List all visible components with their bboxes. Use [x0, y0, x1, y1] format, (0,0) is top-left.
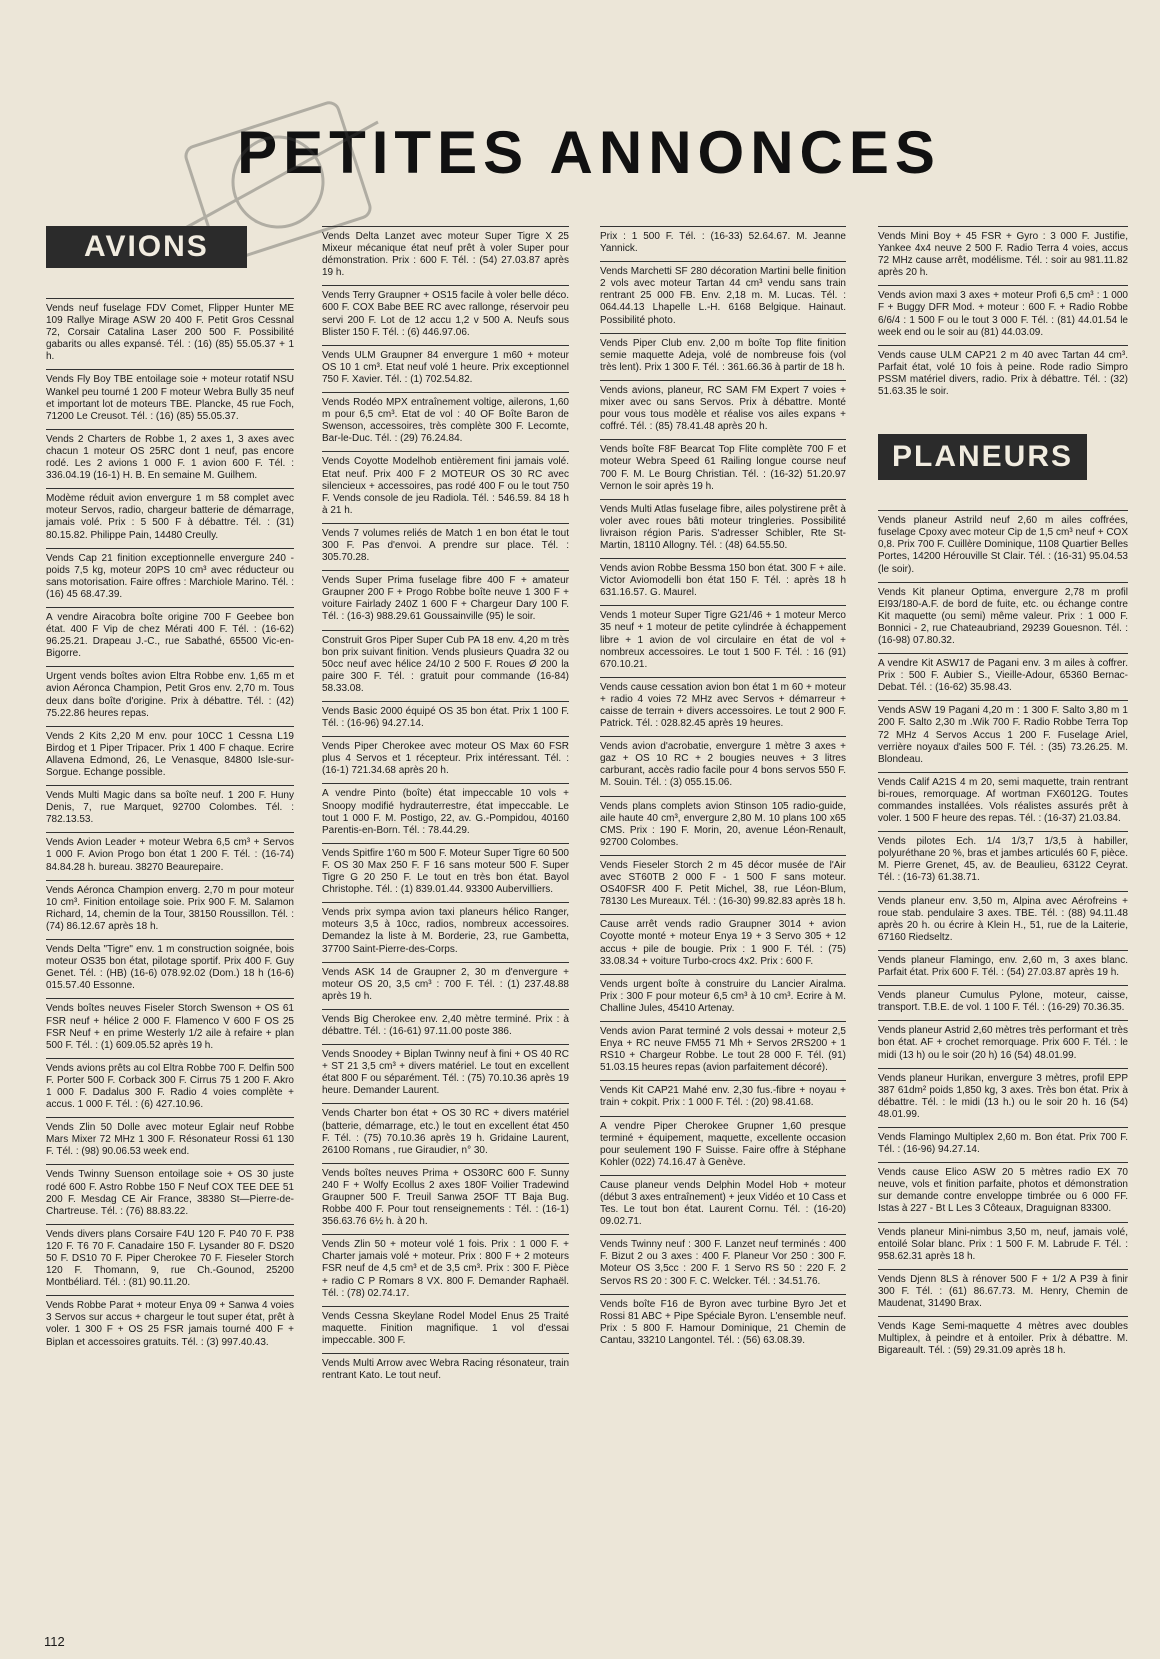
ad-list [600, 226, 846, 1353]
classified-ad: Prix : 1 500 F. Tél. : (16-33) 52.64.67. M. Jeanne Yannick. [600, 226, 846, 261]
classified-ad: Vends divers plans Corsaire F4U 120 F. P40 70 F. P38 120 F. T6 70 F. Canadaire 150 F. Lysander 80 F. DS20 50 F. DS10 70 F. Piper Cherokee 70 F. Fieseler Storch 120 F. Thomann, 9, rue Ch.-Gounod, 25200 Montbéliard. Tél. : (81) 90.11.20. [46, 1224, 294, 1295]
classified-ad: Vends Marchetti SF 280 décoration Martini belle finition 2 vols avec moteur Tartan 44 cm³ vendu sans train rentrant 25 000 FB. Env. 2,18 m. M. Lucas. Tél. : 064.44.13 Lhapelle L.-H. 6168 Belgique. Hainaut. Possibilité photo. [600, 261, 846, 332]
classified-ad: Vends 1 moteur Super Tigre G21/46 + 1 moteur Merco 35 neuf + 1 moteur de petite cylindrée à échappement libre + 1 avion de vol circulaire en état de vol + nombreux accessoires. Le tout 1 500 F. Tél. : 16 (91) 670.10.21. [600, 605, 846, 676]
classified-ad: Vends Mini Boy + 45 FSR + Gyro : 3 000 F. Justifie, Yankee 4x4 neuve 2 500 F. Radio Terra 4 voies, accus 72 MHz cause arrêt, modélisme. Tél. : soir au 981.11.82 après 20 h. [878, 226, 1128, 285]
classified-ad: Vends Terry Graupner + OS15 facile à voler belle déco. 600 F. COX Babe BEE RC avec rallonge, réservoir peu servi 200 F. Lot de 12 accu 1,2 v 500 A. Neufs sous Blister 150 F. Tél. : (6) 446.97.06. [322, 285, 569, 344]
classified-ad: Vends planeur Flamingo, env. 2,60 m, 3 axes blanc. Parfait état. Prix 600 F. Tél. : (54) 27.03.87 après 19 h. [878, 950, 1128, 985]
classified-ad: Vends ASK 14 de Graupner 2, 30 m d'envergure + moteur OS 20, 3,5 cm³ : 700 F. Tél. : (1) 237.48.88 après 19 h. [322, 962, 569, 1009]
classified-ad: Vends plans complets avion Stinson 105 radio-guide, aile haute 40 cm³, envergure 2,80 M. 10 plans 100 x65 CMS. Prix : 190 F. Morin, 20, avenue Léon-Renault, 92700 Colombes. [600, 796, 846, 855]
classified-ad: Construit Gros Piper Super Cub PA 18 env. 4,20 m très bon prix suivant finition. Vends plusieurs Quadra 32 ou 50cc neuf avec hélice 24/10 2 500 F. Roues Ø 200 la paire 300 F. Tél. : gratuit pour commande (16-84) 58.33.08. [322, 630, 569, 701]
classified-ad: Vends boîtes neuves Prima + OS30RC 600 F. Sunny 240 F + Wolfy Ecollus 2 axes 180F Voilier Tradewind Graupner 500 F. Treuil Sanwa 25OF TT Baja Bug. Robbe 400 F. Pour tout renseignements : Tél. : (16-1) 356.63.76 6½ h. à 20 h. [322, 1163, 569, 1234]
classified-ad: Cause planeur vends Delphin Model Hob + moteur (début 3 axes entraînement) + jeux Vidéo et 10 Cass et Tes. Le tout bon état. Laurent Cornu. Tél. : (16-20) 09.02.71. [600, 1175, 846, 1234]
classified-ad: Vends pilotes Ech. 1/4 1/3,7 1/3,5 à habiller, polyuréthane 20 %, bras et jambes articulés 60 F, pièce. M. Pierre Grenet, 45, av. de Beaulieu, 63122 Ceyrat. Tél. : (16-73) 61.38.71. [878, 831, 1128, 890]
classified-ad: Vends 2 Kits 2,20 M env. pour 10CC 1 Cessna L19 Birdog et 1 Piper Tripacer. Prix 1 400 F chaque. Ecrire Allavena Edmond, 26, Le Venasque, 84800 Isle-sur-Sorgue. Echange possible. [46, 726, 294, 785]
classified-ad: Vends cause ULM CAP21 2 m 40 avec Tartan 44 cm³. Parfait état, volé 10 fois à peine. Rode radio Simpro PSSM matériel divers, radio. Prix à débattre. Tél. : (32) 51.63.35 le soir. [878, 345, 1128, 404]
classified-ad: Cause arrêt vends radio Graupner 3014 + avion Coyotte monté + moteur Enya 19 + 3 Servo 305 + 12 accus + pile de bougie. Prix : 1 900 F. Tél. : (75) 33.08.34 + voiture Turbo-crocs 4x2. Prix : 600 F. [600, 914, 846, 973]
classified-ad: Vends Piper Cherokee avec moteur OS Max 60 FSR plus 4 Servos et 1 récepteur. Prix intéressant. Tél. : (16-1) 721.34.68 après 20 h. [322, 736, 569, 783]
classified-ad: Vends boîte F16 de Byron avec turbine Byro Jet et Rossi 81 ABC + Pipe Spéciale Byron. L'ensemble neuf. Prix : 5 800 F. Hamour Dominique, 21 Chemin de Cantau, 33210 Langontel. Tél. : (56) 63.08.39. [600, 1294, 846, 1353]
classified-ad: Vends Fly Boy TBE entoilage soie + moteur rotatif NSU Wankel peu tourné 1 200 F moteur Webra Bully 35 neuf et important lot de moteurs TBE. Plancke, 45 rue Foch, 71200 Le Creusot. Tél. : (16) (85) 55.05.37. [46, 369, 294, 428]
classified-ad: Vends Djenn 8LS à rénover 500 F + 1/2 A P39 à finir 300 F. Tél. : (61) 86.67.73. M. Henry, Chemin de Maudenat, 31490 Brax. [878, 1269, 1128, 1316]
classified-ad: Vends Snoodey + Biplan Twinny neuf à fini + OS 40 RC + ST 21 3,5 cm³ + divers matériel. Le tout en excellent état 800 F ou séparément. Tél. : (75) 70.10.36 après 19 heure. Demander Laurent. [322, 1044, 569, 1103]
classified-ad: Vends planeur Astrild neuf 2,60 m ailes coffrées, fuselage Cpoxy avec moteur Cip de 1,5 cm³ neuf + COX 0,8. Prix 700 F. Cuillère Dominique, 1108 Quartier Belles Portes, 14200 Hérouville St Clair. Tél. : (16-31) 95.04.53 (le soir). [878, 510, 1128, 581]
classified-ad: Vends Piper Club env. 2,00 m boîte Top flite finition semie maquette Adeja, volé de nombreuse fois (vol très lent). Prix 1 300 F. Tél. : 361.66.36 à partir de 18 h. [600, 333, 846, 380]
page-number: 112 [44, 1634, 65, 1649]
column-3 [600, 226, 846, 1619]
ad-list [878, 510, 1128, 1363]
classified-ad: Vends Coyotte Modelhob entièrement fini jamais volé. Etat neuf. Prix 400 F 2 MOTEUR OS 30 RC avec silencieux + accessoires, pas rodé 400 F ou le tout 750 F. Vends console de jeu Radiola. Tél. : 546.59. 84 18 h à 21 h. [322, 451, 569, 522]
classified-ad: Vends cause Elico ASW 20 5 mètres radio EX 70 neuve, vols et finition parfaite, photos et démonstration sur demande contre enveloppe timbrée ou 6 000 FF. Istas à 227 - Bt L Les 3 Côteaux, Draguignan 83300. [878, 1162, 1128, 1221]
classified-ad: Vends planeur Cumulus Pylone, moteur, caisse, transport. T.B.E. de vol. 1 100 F. Tél. : (16-29) 70.36.35. [878, 985, 1128, 1020]
classified-ad: Vends planeur env. 3,50 m, Alpina avec Aérofreins + roue stab. pendulaire 3 axes. TBE. Tél. : (88) 94.11.48 après 20 h. ou écrire à Klein H., 51, rue de la Laiterie, 67160 Riedseltz. [878, 891, 1128, 950]
classified-ad: Vends avion Robbe Bessma 150 bon état. 300 F + aile. Victor Aviomodelli bon état 150 F. Tél. : après 18 h 631.16.57. G. Maurel. [600, 558, 846, 605]
classified-ad: Vends 2 Charters de Robbe 1, 2 axes 1, 3 axes avec chacun 1 moteur OS 25RC dont 1 neuf, pas encore rodé. Les 2 avions 1 000 F. 1 avion 600 F. Tél. : 336.04.19 (16-1) H. B. En semaine M. Guilhem. [46, 429, 294, 488]
classified-ad: Vends Charter bon état + OS 30 RC + divers matériel (batterie, démarrage, etc.) le tout en excellent état 450 F. Tél. : (75) 70.10.36 après 19 h. Gridaine Laurent, 26100 Romans , rue Giraudier, n° 30. [322, 1103, 569, 1162]
classified-ad: A vendre Airacobra boîte origine 700 F Geebee bon état. 400 F Vip de chez Mérati 400 F. Tél. : (16-62) 96.25.21. Drapeau J.-C., rue Sabathé, 65500 Vic-en-Bigorre. [46, 607, 294, 666]
column-1 [46, 226, 294, 1619]
classified-ad: Vends avions prêts au col Eltra Robbe 700 F. Delfin 500 F. Porter 500 F. Corback 300 F. Cirrus 75 1 200 F. Akro 1 000 F. Dadalus 300 F. Radio 4 voies complète + accus. 1 000 F. Tél. : (6) 427.10.96. [46, 1058, 294, 1117]
classified-ad: Vends Delta Lanzet avec moteur Super Tigre X 25 Mixeur mécanique état neuf prêt à voler Super pour démonstration. Prix : 600 F. Tél. : (54) 27.03.87 après 19 h. [322, 226, 569, 285]
classified-ad: A vendre Pinto (boîte) état impeccable 10 vols + Snoopy modifié hydrauterrestre, état impeccable. Le tout 1 000 F. M. Postigo, 22, av. G.-Pompidou, 40160 Parentis-en-Born. Tél. : 78.44.29. [322, 783, 569, 842]
classified-ad: Vends planeur Mini-nimbus 3,50 m, neuf, jamais volé, entoilé Solar blanc. Prix : 1 500 F. M. Labrude F. Tél. : 958.62.31 après 18 h. [878, 1222, 1128, 1269]
classified-ad: Vends avions, planeur, RC SAM FM Expert 7 voies + mixer avec ou sans Servos. Prix à débattre. Monté pour vous tous modèle et réalise vos ailes expans + coffré. Tél. : (85) 78.41.48 après 20 h. [600, 380, 846, 439]
classified-ad: Vends Multi Arrow avec Webra Racing résonateur, train rentrant Kato. Le tout neuf. [322, 1353, 569, 1388]
classified-ad: Vends Zlin 50 + moteur volé 1 fois. Prix : 1 000 F. + Charter jamais volé + moteur. Prix : 800 F + 2 moteurs FSR neuf de 4,5 cm³ et de 3,5 cm³. Prix : 300 F. Pièce + radio C P Romars 8 VX. 800 F. Demander Raphaël. Tél. : (78) 02.74.17. [322, 1234, 569, 1305]
classified-ad: Vends urgent boîte à construire du Lancier Airalma. Prix : 300 F pour moteur 6,5 cm³ à 10 cm³. Ecrire à M. Challine Jules, 45410 Artenay. [600, 974, 846, 1021]
classified-ad: A vendre Piper Cherokee Grupner 1,60 presque terminé + équipement, maquette, excellente occasion pour seulement 190 F Suisse. Faire offre à Stéphane Kohler (022) 74.16.47 à Genève. [600, 1116, 846, 1175]
classified-ad: Vends Zlin 50 Dolle avec moteur Eglair neuf Robbe Mars Mixer 72 MHz 1 300 F. Résonateur Rossi 61 130 F. Tél. : (98) 90.06.53 week end. [46, 1117, 294, 1164]
classified-ad: Vends Spitfire 1'60 m 500 F. Moteur Super Tigre 60 500 F. OS 30 Max 250 F. F 16 sans moteur 500 F. Super Tigre G 20 250 F. Le tout en très bon état. Bayol Christophe. Tél. : (1) 839.01.44. 93300 Aubervilliers. [322, 843, 569, 902]
classified-ad: Vends Robbe Parat + moteur Enya 09 + Sanwa 4 voies 3 Servos sur accus + chargeur le tout super état, prêt à voler. 1 300 F + OS 25 FSR jamais tourné 400 F + Biplan et accessoires gratuits. Tél. : (3) 997.40.43. [46, 1295, 294, 1354]
classified-ad: Vends Kage Semi-maquette 4 mètres avec doubles Multiplex, à peindre et à entoiler. Prix à débattre. M. Bigareault. Tél. : (59) 29.31.09 après 18 h. [878, 1316, 1128, 1363]
classified-ad: Vends Twinny Suenson entoilage soie + OS 30 juste rodé 600 F. Astro Robbe 150 F Neuf COX TEE DEE 51 200 F. Mesdag CE Air France, 38380 St—Pierre-de-Chartreuse. Tél. : (76) 88.83.22. [46, 1164, 294, 1223]
classified-ad: Vends boîte F8F Bearcat Top Flite complète 700 F et moteur Webra Speed 61 Railing longue course neuf 700 F. M. Le Bourg Christian. Tél. : (16-32) 51.20.97 Vernon le soir après 19 h. [600, 439, 846, 498]
classified-ad: Vends avion d'acrobatie, envergure 1 mètre 3 axes + gaz + OS 10 RC + 2 bougies neuves + 3 litres carburant, accès radio facile pour 4 bons servos 550 F. M. Souin. Tél. : (3) 055.15.06. [600, 736, 846, 795]
classified-ad: Vends boîtes neuves Fiseler Storch Swenson + OS 61 FSR neuf + hélice 2 000 F. Flamenco V 600 F OS 25 FSR Neuf + en prime Westerly 1/2 aile à refaire + plan 500 F. Tél. : (1) 609.05.52 après 19 h. [46, 998, 294, 1057]
classified-ad: Vends Cap 21 finition exceptionnelle envergure 240 - poids 7,5 kg, moteur 20PS 10 cm³ avec réducteur ou sans motorisation. Faire offres : Marchiole Marino. Tél. : (16) 45 68.47.39. [46, 548, 294, 607]
classified-ad: Vends Basic 2000 équipé OS 35 bon état. Prix 1 100 F. Tél. : (16-96) 94.27.14. [322, 701, 569, 736]
classified-ad: Vends Cessna Skeylane Rodel Model Enus 25 Traité maquette. Finition magnifique. 1 vol d'essai impeccable. 300 F. [322, 1306, 569, 1353]
classified-ad: Vends Fieseler Storch 2 m 45 décor musée de l'Air avec ST60TB 2 000 F - 1 500 F sans moteur. OS40FSR 400 F. Petit Michel, 38, rue Léon-Blum, 78130 Les Mureaux. Tél. : (16-30) 99.82.83 après 18 h. [600, 855, 846, 914]
classified-ad: Modème réduit avion envergure 1 m 58 complet avec moteur Servos, radio, chargeur batterie de démarrage, jamais volé. Prix : 5 500 F à débattre. Tél. : (31) 80.15.82. Philippe Pain, 14480 Creully. [46, 488, 294, 547]
classified-ad: Vends prix sympa avion taxi planeurs hélico Ranger, moteurs 3,5 à 10cc, radios, nombreux accessoires. Demandez la liste à M. Borderie, 23, rue Gambetta, 37700 Saint-Pierre-des-Corps. [322, 902, 569, 961]
classified-ad: Vends planeur Astrid 2,60 mètres très performant et très bon état. AF + crochet remorquage. Prix 600 F. Tél. : le midi (13 h) ou le soir (20 h) 16 (54) 48.01.99. [878, 1020, 1128, 1067]
classified-ad: Vends avion maxi 3 axes + moteur Profi 6,5 cm³ : 1 000 F + Buggy DFR Mod. + moteur : 600 F. + Radio Robbe 6/6/4 : 1 500 F ou le tout 3 000 F. Tél. : (81) 44.01.54 le week end ou le soir au (81) 44.03.09. [878, 285, 1128, 344]
classified-ad: Vends Kit planeur Optima, envergure 2,78 m profil EI93/180-A.F. de bord de fuite, etc. ou échange contre Kit maquette (ou semi) même valeur. Prix : 1 000 F. Bonnici - 2, rue Chateaubriand, 29239 Gouesnon. Tél. : (16-98) 07.80.32. [878, 582, 1128, 653]
classified-ad: Vends Big Cherokee env. 2,40 mètre terminé. Prix : à débattre. Tél. : (16-61) 97.11.00 poste 386. [322, 1009, 569, 1044]
page-title: PETITES ANNONCES [38, 122, 1140, 184]
classified-ad: Vends Rodéo MPX entraînement voltige, ailerons, 1,60 m pour 6,5 cm³. Etat de vol : 40 OF Boîte Baron de Swenson, accessoires, très complète 300 F. Lecomte, Bar-le-Duc. Tél. : (29) 76.24.84. [322, 392, 569, 451]
classified-ad: Vends Twinny neuf : 300 F. Lanzet neuf terminés : 400 F. Bizut 2 ou 3 axes : 400 F. Planeur Vor 250 : 300 F. Moteur OS 3,5cc : 200 F. 1 Servo RS 50 : 220 F. 2 Servos RS 20 : 300 F. C. Welcker. Tél. : 34.51.76. [600, 1234, 846, 1293]
classified-ad: A vendre Kit ASW17 de Pagani env. 3 m ailes à coffrer. Prix : 500 F. Aubier S., Vieille-Adour, 65360 Bernac-Debat. Tél. : (16-62) 35.98.43. [878, 653, 1128, 700]
classified-ad: Vends Aéronca Champion enverg. 2,70 m pour moteur 10 cm³. Finition entoilage soie. Prix 900 F. M. Salamon Richard, 14, chemin de la Tour, 38150 Roussillon. Tél. : (74) 86.12.67 après 18 h. [46, 880, 294, 939]
classified-ad: Vends 7 volumes reliés de Match 1 en bon état le tout 300 F. Pas d'envoi. A prendre sur place. Tél. : 305.70.28. [322, 523, 569, 570]
classified-ad: Vends Multi Atlas fuselage fibre, ailes polystirene prêt à voler avec roues bâti moteur tringleries. Possibilité livraison région Paris. S'adresser Schibler, Rte St-Martin, 18110 Allogny. Tél. : (48) 64.55.50. [600, 499, 846, 558]
ad-list [878, 226, 1128, 404]
classified-ad: Vends Kit CAP21 Mahé env. 2,30 fus.-fibre + noyau + train + cokpit. Prix : 1 000 F. Tél. : (20) 98.41.68. [600, 1080, 846, 1115]
ad-list [322, 226, 569, 1388]
column-2 [322, 226, 569, 1619]
classified-ad: Vends Multi Magic dans sa boîte neuf. 1 200 F. Huny Denis, 7, rue Marquet, 92700 Colombes. Tél. : 782.13.53. [46, 785, 294, 832]
column-4 [878, 226, 1128, 1619]
classified-ad: Vends planeur Hurikan, envergure 3 mètres, profil EPP 387 61dm² poids 1,850 kg, 3 axes. Très bon état. Prix à débattre. Tél. : le midi (13 h.) ou le soir 20 h. 16 (54) 48.01.99. [878, 1068, 1128, 1127]
classified-ad: Urgent vends boîtes avion Eltra Robbe env. 1,65 m et avion Aéronca Champion, Petit Gros env. 2,70 m. Tous deux dans boîte d'origine. Prix à débattre. Tél. : (42) 75.22.86 heures repas. [46, 666, 294, 725]
classified-ad: Vends neuf fuselage FDV Comet, Flipper Hunter ME 109 Rallye Mirage ASW 20 400 F. Petit Gros Cessnal 72, Corsair Catalina Laser 200 500 F. Possibilité gabarits ou alles expansé. Tél. : (16) (85) 55.05.37 + 1 h. [46, 298, 294, 369]
ad-list [46, 298, 294, 1355]
classified-ad: Vends ASW 19 Pagani 4,20 m : 1 300 F. Salto 3,80 m 1 200 F. Salto 2,30 m .Wik 700 F. Radio Robbe Terra Top 72 MHz 4 Servos Accus 1 200 F. Fuselage Ariel, verrière noyaux d'ailes 500 F. Tél. : (35) 73.26.25. M. Blondeau. [878, 700, 1128, 771]
classified-ad: Vends cause cessation avion bon état 1 m 60 + moteur + radio 4 voies 72 MHz avec Servos + démarreur + caisse de terrain + divers accessoires. Le tout 2 900 F. Patrick. Tél. : 028.82.45 après 19 heures. [600, 677, 846, 736]
classified-ad: Vends Avion Leader + moteur Webra 6,5 cm³ + Servos 1 000 F. Avion Progo bon état 1 200 F. Tél. : (16-74) 84.84.28 h. bureau. 38270 Beaurepaire. [46, 832, 294, 879]
classified-ad: Vends ULM Graupner 84 envergure 1 m60 + moteur OS 10 1 cm³. Etat neuf volé 1 heure. Prix exceptionnel 750 F. Xavier. Tél. : (1) 702.54.82. [322, 345, 569, 392]
classified-ad: Vends Delta "Tigre" env. 1 m construction soignée, bois moteur OS35 bon état, pilotage sportif. Prix 400 F. Guy Genet. Tél. : (HB) (16-6) 078.92.02 (Dom.) 18 h (16-6) 015.57.40 Essonne. [46, 939, 294, 998]
section-header-planeurs: PLANEURS [878, 434, 1087, 480]
classified-ad: Vends Flamingo Multiplex 2,60 m. Bon état. Prix 700 F. Tél. : (16-96) 94.27.14. [878, 1127, 1128, 1162]
classified-ad: Vends Calif A21S 4 m 20, semi maquette, train rentrant bi-roues, remorquage. Af wortman FX6012G. Toutes commandes installées. Vols réalistes assurés prêt à voler. 1 500 F heure des repas. Tél. : (16-37) 21.03.84. [878, 772, 1128, 831]
classified-ad: Vends Super Prima fuselage fibre 400 F + amateur Graupner 200 F + Progo Robbe boîte neuve 1 300 F + voiture Fairlady 240Z 1 600 F + Chargeur Dary 100 F. Tél. : (16-3) 988.29.61 Goussainville (95) le soir. [322, 570, 569, 629]
classified-ad: Vends avion Parat terminé 2 vols dessai + moteur 2,5 Enya + RC neuve FM55 71 Mh + Servos 2RS200 + 1 RS10 + Chargeur Robbe. Le tout 28 000 F. Tél. (91) 51.03.15 heures repas (avion parfaitement décoré). [600, 1021, 846, 1080]
section-header-avions: AVIONS [46, 226, 247, 268]
